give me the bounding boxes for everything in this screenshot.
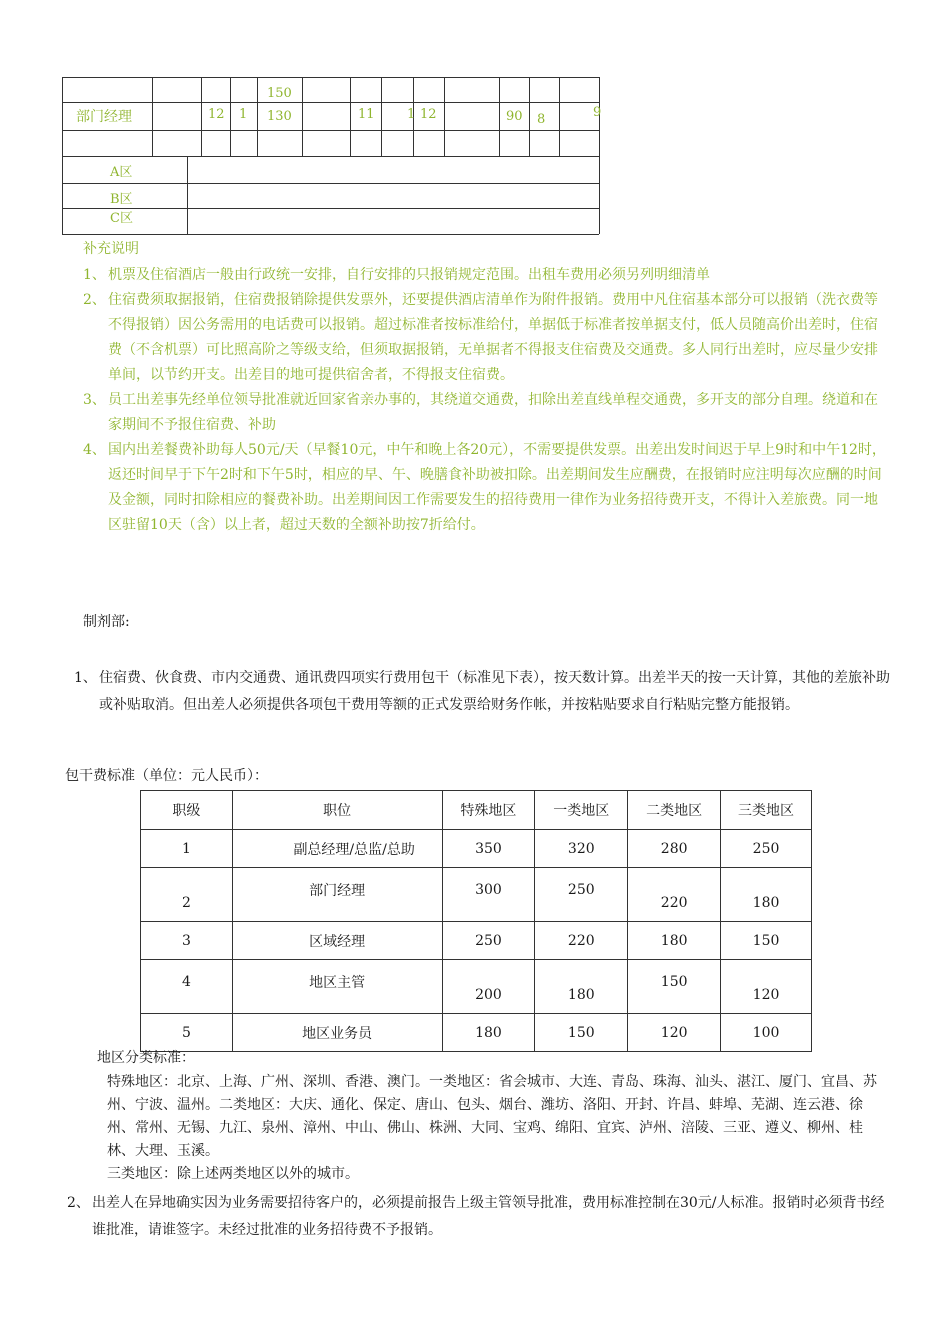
cell-position: 地区业务员 xyxy=(232,1014,442,1052)
cell-value: 250 xyxy=(535,868,628,922)
header-class3-region: 三类地区 xyxy=(721,791,812,830)
table-row xyxy=(141,1014,812,1052)
cell-value: 220 xyxy=(535,922,628,960)
rule-1-text: 住宿费、伙食费、市内交通费、通讯费四项实行费用包干（标准见下表），按天数计算。出差半天的按一天计算，其他的差旅补助或补贴取消。但出差人必须提供各项包干费用等额的正式发票给财务作帐，并按粘贴要求自行粘贴完整方能报销。 xyxy=(99,670,890,713)
header-class2-region: 二类地区 xyxy=(628,791,721,830)
table-header-row xyxy=(141,791,812,830)
rule-2-text: 出差人在异地确实因为业务需要招待客户的，必须提前报告上级主管领导批准，费用标准控制在30元/人标准。报销时必须背书经谁批准，请谁签字。未经过批准的业务招待费不予报销。 xyxy=(92,1195,885,1238)
list-item: 2、 住宿费须取据报销，住宿费报销除提供发票外，还要提供酒店清单作为附件报销。费用中凡住宿基本部分可以报销（洗衣费等不得报销）因公务需用的电话费可以报销。超过标准者按标准给付，单据低于标准者按单据支付，低人员随高价出差时，住宿费（不含机票）可比照高阶之等级支给，但须取据报销，无单据者不得报支住宿费及交通费。多人同行出差时，应尽量少安排单间，以节约开支。出差目的地可提供宿舍者，不得报支住宿费。 xyxy=(83,292,878,383)
header-position: 职位 xyxy=(232,791,442,830)
table-row xyxy=(141,868,812,922)
value-fragment: 9 xyxy=(593,105,602,120)
cell-value: 150 xyxy=(628,960,721,1014)
rule-2-number: 2、 xyxy=(67,1195,90,1211)
cell-grade: 3 xyxy=(141,922,233,960)
row1-fragment: 150 xyxy=(267,86,292,101)
cell-value: 120 xyxy=(721,960,812,1014)
cell-value: 350 xyxy=(442,830,535,868)
cell-value: 320 xyxy=(535,830,628,868)
table-row xyxy=(141,922,812,960)
std-table-caption: 包干费标准（单位：元人民币）： xyxy=(65,768,268,784)
supplement-list xyxy=(83,263,888,538)
value-fragment: 1 xyxy=(239,107,248,122)
cell-grade: 2 xyxy=(141,868,233,922)
cell-value: 120 xyxy=(628,1014,721,1052)
region-standard-title: 地区分类标准： xyxy=(97,1050,195,1066)
header-class1-region: 一类地区 xyxy=(535,791,628,830)
cell-grade: 4 xyxy=(141,960,233,1014)
cell-value: 220 xyxy=(628,868,721,922)
header-special-region: 特殊地区 xyxy=(442,791,535,830)
value-fragment: 12 xyxy=(208,107,225,122)
cell-value: 100 xyxy=(721,1014,812,1052)
cell-value: 200 xyxy=(442,960,535,1014)
cell-position: 部门经理 xyxy=(232,868,442,922)
header-grade: 职级 xyxy=(141,791,233,830)
zone-c: C区 xyxy=(110,211,133,226)
cell-value: 150 xyxy=(721,922,812,960)
value-fragment: 11 xyxy=(358,107,375,122)
cell-value: 180 xyxy=(628,922,721,960)
list-item: 3、 员工出差事先经单位领导批准就近回家省亲办事的，其绕道交通费，扣除出差直线单程交通费，多开支的部分自理。绕道和在家期间不予报住宿费、补助 xyxy=(83,392,878,433)
value-fragment: 130 xyxy=(267,109,292,124)
cell-value: 300 xyxy=(442,868,535,922)
value-fragment: 90 xyxy=(506,109,523,124)
rule-1 xyxy=(74,665,894,719)
rule-1-number: 1、 xyxy=(74,670,97,686)
cell-value: 180 xyxy=(442,1014,535,1052)
table-row xyxy=(141,830,812,868)
table-row xyxy=(141,960,812,1014)
supplement-heading: 补充说明 xyxy=(83,241,139,257)
cell-grade: 1 xyxy=(141,830,233,868)
region-special-first-second: 特殊地区：北京、上海、广州、深圳、香港、澳门。一类地区：省会城市、大连、青岛、珠海、汕头、湛江、厦门、宜昌、苏州、宁波、温州。二类地区：大庆、通化、保定、唐山、包头、烟台、潍坊、洛阳、开封、许昌、蚌埠、芜湖、连云港、徐州、常州、无锡、九江、泉州、漳州、中山、佛山、株洲、大同、宝鸡、绵阳、宜宾、泸州、涪陵、三亚、遵义、柳州、桂林、大理、玉溪。 xyxy=(107,1074,877,1159)
cell-value: 250 xyxy=(442,922,535,960)
list-item: 1、 机票及住宿酒店一般由行政统一安排，自行安排的只报销规定范围。出租车费用必须另列明细清单 xyxy=(83,267,710,283)
department-label: 制剂部: xyxy=(83,614,130,630)
rule-2 xyxy=(67,1190,889,1244)
cell-position: 地区主管 xyxy=(232,960,442,1014)
cell-value: 150 xyxy=(535,1014,628,1052)
row-label-dept-manager: 部门经理 xyxy=(76,109,132,125)
cell-position: 副总经理/总监/总助 xyxy=(232,830,442,868)
cell-value: 180 xyxy=(535,960,628,1014)
cell-position: 区域经理 xyxy=(232,922,442,960)
value-fragment: 1 xyxy=(407,107,416,122)
allowance-standard-table xyxy=(140,790,812,1052)
value-fragment: 12 xyxy=(420,107,437,122)
list-item: 4、 国内出差餐费补助每人50元/天（早餐10元，中午和晚上各20元），不需要提供发票。出差出发时间迟于早上9时和中午12时，返还时间早于下午2时和下午5时，相应的早、午、晚膳食补助被扣除。出差期间发生应酬费，在报销时应注明每次应酬的时间及金额，同时扣除相应的餐费补助。出差期间因工作需要发生的招待费用一律作为业务招待费开支，不得计入差旅费。同一地区驻留10天（含）以上者，超过天数的全额补助按7折给付。 xyxy=(83,442,886,533)
zone-b: B区 xyxy=(110,192,133,207)
cell-value: 180 xyxy=(721,868,812,922)
zone-a: A区 xyxy=(110,165,133,180)
value-fragment: 8 xyxy=(537,112,546,127)
region-third: 三类地区：除上述两类地区以外的城市。 xyxy=(107,1166,359,1182)
cell-grade: 5 xyxy=(141,1014,233,1052)
cell-value: 250 xyxy=(721,830,812,868)
allowance-detail-table-fragment xyxy=(62,77,602,234)
cell-value: 280 xyxy=(628,830,721,868)
